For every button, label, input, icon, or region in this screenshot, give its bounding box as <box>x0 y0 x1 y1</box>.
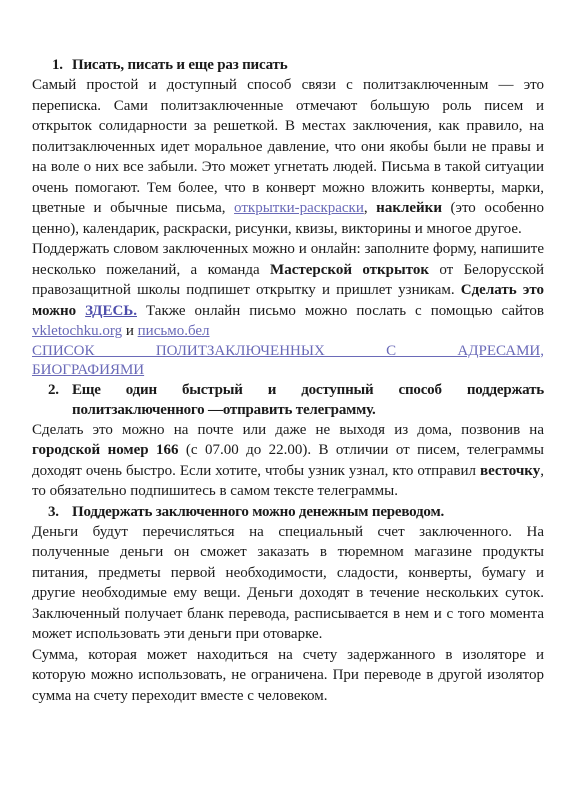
text-run: , то обязательно подпишитесь в самом тексте телеграммы. <box>32 462 544 499</box>
section-3-paragraph-1: Деньги будут перечисляться на специальный счет заключенного. На полученные деньги он сможет заказать в тюремном магазине продукты питания, предметы первой необходимости, сладости, конверты, бумагу и другие необходимые ему вещи. Деньги доходят в течение нескольких суток. Заключенный получает бланк перевода, расписывается в нем и с того момента может использовать эти деньги при отоварке. <box>32 523 544 642</box>
section-1-paragraph-2 <box>32 239 544 342</box>
prisoner-list-link[interactable]: СПИСОК ПОЛИТЗАКЛЮЧЕННЫХ С АДРЕСАМИ, <box>32 342 544 359</box>
section-2-heading <box>48 380 544 420</box>
workshop-bold: Мастерской открыток <box>270 261 429 278</box>
do-it-bold: Сделать это можно <box>32 282 544 319</box>
section-2-title: Еще один быстрый и доступный способ поддержать политзаключенного —отправить телеграмму. <box>72 381 544 418</box>
pismo-link[interactable]: письмо.бел <box>137 323 210 339</box>
stickers-bold: наклейки <box>376 200 442 216</box>
text-run: (с 07.00 до 22.00). В отличии от писем, телеграммы доходят очень быстро. Если хотите, чтобы узник узнал, кто отправил <box>32 442 544 479</box>
text-run: Поддержать словом заключенных можно и онлайн: заполните форму, напишите несколько пожеланий, а команда <box>32 241 544 278</box>
message-bold: весточку <box>479 462 541 479</box>
section-2-paragraph-1 <box>32 420 544 502</box>
section-3-title: Поддержать заключенного можно денежным переводом. <box>72 503 445 520</box>
text-run: , <box>363 200 377 216</box>
here-link[interactable]: ЗДЕСЬ. <box>85 302 137 319</box>
text-run: Самый простой и доступный способ связи с политзаключенным — это переписка. Сами политзаключенные отмечают большую роль писем и открыток солидарности за решеткой. В местах заключения, как правило, на политзаключенных идет моральное давление, что они якобы были не правы и на воле о них все забыли. Это может угнетать людей. Письма в такой ситуации очень помогают. Тем более, что в конверт можно вложить конверты, марки, цветные и обычные письма, <box>32 77 544 216</box>
text-run: от Белорусской правозащитной школы подпишет открытку и пришлет узникам. <box>32 261 544 298</box>
phone-bold: городской номер 166 <box>32 442 179 458</box>
section-3-heading <box>48 502 544 522</box>
section-3-number: 3. <box>48 503 59 520</box>
section-1-title: Писать, писать и еще раз писать <box>72 57 288 73</box>
vkletochku-link[interactable]: vkletochku.org <box>32 323 123 339</box>
coloring-cards-link[interactable]: открытки-раскраски <box>234 200 364 216</box>
text-run: (это особенно ценно), календарик, раскраски, рисунки, квизы, викторины и многое другое. <box>32 200 545 237</box>
prisoner-list-link-continued[interactable]: БИОГРАФИЯМИ <box>32 361 145 378</box>
document-body <box>32 55 544 706</box>
text-run: и <box>122 323 138 339</box>
text-run: Также онлайн письмо можно послать с помощью сайтов <box>137 302 544 319</box>
section-1-number: 1. <box>52 57 63 73</box>
section-1-paragraph-1 <box>32 75 544 239</box>
text-run: Сделать это можно на почте или даже не выходя из дома, позвонив на <box>32 421 544 438</box>
section-2-number: 2. <box>48 381 59 398</box>
section-1-heading <box>52 55 544 75</box>
section-3-paragraph-2: Сумма, которая может находиться на счету задержанного в изоляторе и которую можно использовать, не ограничена. При переводе в другой изолятор сумма на счету переходит вместе с человеком. <box>32 646 544 704</box>
